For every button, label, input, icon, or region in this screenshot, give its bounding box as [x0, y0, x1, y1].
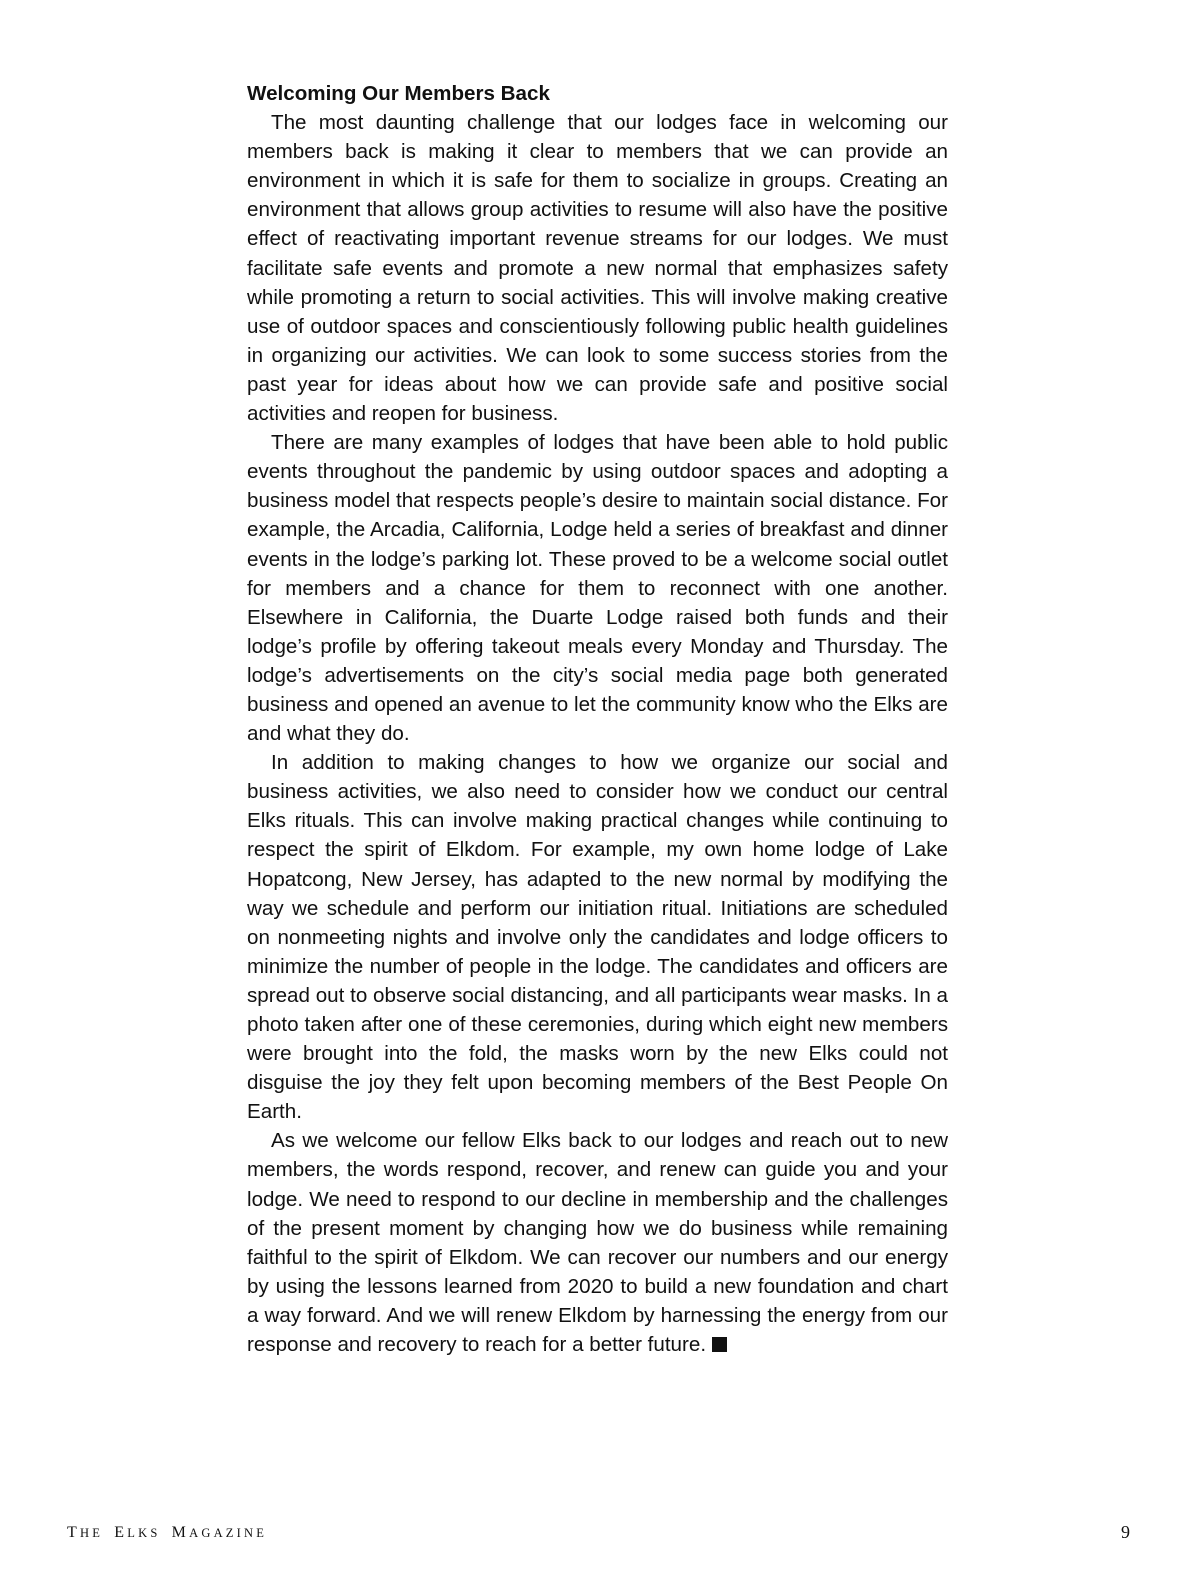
paragraph-4 — [247, 1126, 948, 1359]
paragraph-4-text: As we welcome our fellow Elks back to our lodges and reach out to new members, the words respond, recover, and renew can guide you and your lodge. We need to respond to our decline in membership and the challenges of the present moment by changing how we do business while remaining faithful to the spirit of Elkdom. We can recover our numbers and our energy by using the lessons learned from 2020 to build a new foundation and chart a way forward. And we will renew Elkdom by harnessing the energy from our response and recovery to reach for a better future. — [247, 1129, 948, 1357]
paragraph-2: There are many examples of lodges that have been able to hold public events throughout the pandemic by using outdoor spaces and adopting a business model that respects people’s desire to maintain social distance. For example, the Arcadia, California, Lodge held a series of breakfast and dinner events in the lodge’s parking lot. These proved to be a welcome social outlet for members and a chance for them to reconnect with one another. Elsewhere in California, the Duarte Lodge raised both funds and their lodge’s profile by offering takeout meals every Monday and Thursday. The lodge’s advertisements on the city’s social media page both generated business and opened an avenue to let the community know who the Elks are and what they do. — [247, 431, 948, 746]
publication-name: THE ELKS MAGAZINE — [67, 1524, 268, 1541]
article — [247, 79, 948, 1359]
section-heading: Welcoming Our Members Back — [247, 82, 550, 105]
paragraph-3: In addition to making changes to how we organize our social and business activities, we also need to consider how we conduct our central Elks rituals. This can involve making practical changes while continuing to respect the spirit of Elkdom. For example, my own home lodge of Lake Hopatcong, New Jersey, has adapted to the new normal by modifying the way we schedule and perform our initiation ritual. Initiations are scheduled on nonmeeting nights and involve only the candidates and lodge officers to minimize the number of people in the lodge. The candidates and officers are spread out to observe social distancing, and all participants wear masks. In a photo taken after one of these ceremonies, during which eight new members were brought into the fold, the masks worn by the new Elks could not disguise the joy they felt upon becoming members of the Best People On Earth. — [247, 751, 948, 1124]
page-number: 9 — [1121, 1522, 1130, 1542]
paragraph-1: The most daunting challenge that our lodges face in welcoming our members back is making it clear to members that we can provide an environment in which it is safe for them to socialize in groups. Creating an environment that allows group activities to resume will also have the positive effect of reactivating important revenue streams for our lodges. We must facilitate safe events and promote a new normal that emphasizes safety while promoting a return to social activities. This will involve making creative use of outdoor spaces and conscientiously following public health guidelines in organizing our activities. We can look to some success stories from the past year for ideas about how we can provide safe and positive social activities and reopen for business. — [247, 111, 948, 426]
end-of-article-square-icon — [712, 1337, 727, 1352]
